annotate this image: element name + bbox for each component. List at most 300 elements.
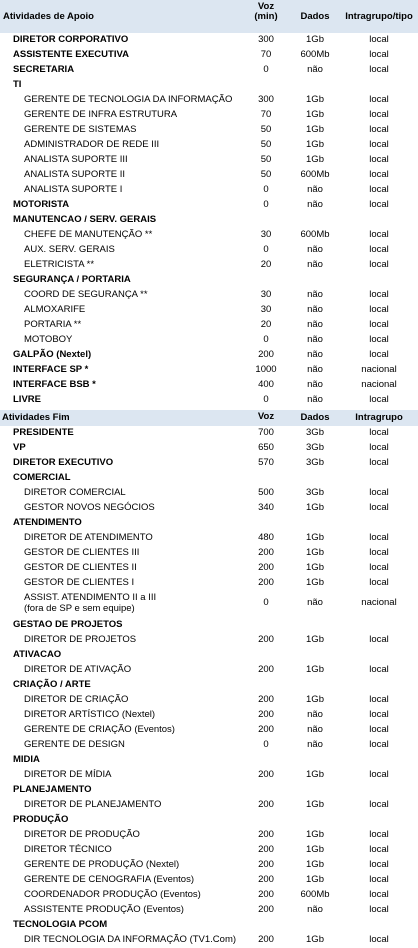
section-title: Atividades de Apoio [3,11,94,22]
category-row [0,63,418,78]
intragrupo-value: local [369,289,389,300]
role-label [13,214,156,225]
role-label [24,739,125,750]
role-label-line: DIRETOR DE MÍDIA [24,769,112,780]
intragrupo-value: local [369,532,389,543]
role-label [24,532,153,543]
role-row [0,303,418,318]
dados-column-header: Dados [300,412,330,423]
role-label-line: INTERFACE BSB * [13,379,96,390]
dados-value: 3Gb [306,427,324,438]
role-label-line: (fora de SP e sem equipe) [24,603,135,614]
role-label [24,799,161,810]
role-label-line: ANALISTA SUPORTE I [24,184,123,195]
intragrupo-value: local [369,34,389,45]
voz-value: 200 [258,547,274,558]
voz-value: 340 [258,502,274,513]
role-label-line: GERENTE DE CRIAÇÃO (Eventos) [24,724,175,735]
role-row [0,903,418,918]
role-label-line: COORD DE SEGURANÇA ** [24,289,148,300]
role-label [24,592,156,614]
role-label [24,562,137,573]
intragrupo-value: local [369,169,389,180]
role-row [0,633,418,648]
role-row [0,723,418,738]
voz-value: 200 [258,874,274,885]
role-label [24,124,136,135]
intragrupo-value: local [369,109,389,120]
voz-value: 570 [258,457,274,468]
role-label [24,889,201,900]
intragrupo-value: local [369,199,389,210]
dados-value: 1Gb [306,769,324,780]
voz-value: 70 [260,109,272,120]
role-label [24,289,148,300]
role-row [0,888,418,903]
role-row [0,768,418,783]
role-row [0,168,418,183]
voz-value: 70 [260,49,272,60]
role-label [24,829,140,840]
dados-value: 1Gb [306,562,324,573]
role-row [0,828,418,843]
role-label-line: ASSISTENTE EXECUTIVA [13,49,129,60]
role-label-line: TI [13,79,22,90]
voz-value: 0 [263,394,269,405]
role-label-line: MANUTENCAO / SERV. GERAIS [13,214,157,225]
intragrupo-column-header: Intragrupo/tipo [345,11,413,22]
intragrupo-value: local [369,664,389,675]
role-label-line: ASSIST. ATENDIMENTO II a III [24,592,157,603]
dados-value: não [307,199,323,210]
voz-value: 200 [258,934,274,945]
category-row [0,678,418,693]
role-label [24,769,111,780]
role-label [24,259,94,270]
role-row [0,738,418,753]
role-label [13,394,41,405]
role-label-line: INTERFACE SP * [13,364,89,375]
role-label-line: ANALISTA SUPORTE II [24,169,126,180]
role-label-line: ATENDIMENTO [13,517,82,528]
role-row [0,798,418,813]
voz-value: 0 [263,184,269,195]
voz-header-line1: Voz [257,1,275,12]
voz-value: 0 [263,244,269,255]
dados-value: 1Gb [306,934,324,945]
role-label [24,694,128,705]
intragrupo-value: local [369,889,389,900]
role-label-line: ELETRICISTA ** [24,259,95,270]
voz-column-header [246,2,286,22]
dados-value: 600Mb [300,889,330,900]
voz-value: 0 [263,334,269,345]
role-label-line: DIRETOR DE ATIVAÇÃO [24,664,132,675]
role-label [24,244,115,255]
role-row [0,843,418,858]
role-label-line: CRIAÇÃO / ARTE [13,679,91,690]
role-label-line: COMERCIAL [13,472,71,483]
dados-value: 1Gb [306,634,324,645]
category-row [0,393,418,408]
dados-value: 1Gb [306,664,324,675]
role-label-line: MOTORISTA [13,199,70,210]
voz-value: 0 [263,199,269,210]
role-label-line: SECRETARIA [13,64,75,75]
role-label [24,109,177,120]
dados-value: não [307,319,323,330]
role-row [0,123,418,138]
role-label [24,154,128,165]
intragrupo-value: local [369,844,389,855]
dados-value: não [307,244,323,255]
role-label [13,199,69,210]
role-label-line: GERENTE DE INFRA ESTRUTURA [24,109,178,120]
role-label [13,517,82,528]
voz-value: 1000 [255,364,277,375]
role-label [13,79,21,90]
intragrupo-value: local [369,487,389,498]
intragrupo-value: local [369,349,389,360]
dados-value: não [307,304,323,315]
dados-value: 1Gb [306,694,324,705]
role-label [13,34,128,45]
intragrupo-value: local [369,304,389,315]
dados-value: 3Gb [306,442,324,453]
role-label [13,364,88,375]
voz-value: 200 [258,769,274,780]
intragrupo-value: local [369,457,389,468]
dados-value: 1Gb [306,844,324,855]
role-label-line: VP [13,442,26,453]
role-label-line: GESTOR DE CLIENTES I [24,577,135,588]
dados-value: 1Gb [306,154,324,165]
intragrupo-value: local [369,394,389,405]
role-label [24,229,152,240]
category-row [0,648,418,663]
intragrupo-value: local [369,139,389,150]
role-label [24,577,134,588]
role-label [13,649,61,660]
intragrupo-value: local [369,799,389,810]
role-label [24,844,112,855]
category-row [0,198,418,213]
role-row [0,873,418,888]
voz-value: 200 [258,634,274,645]
dados-value: não [307,184,323,195]
role-label [13,64,74,75]
voz-value: 50 [260,124,272,135]
voz-value: 400 [258,379,274,390]
role-label-line: CHEFE DE MANUTENÇÃO ** [24,229,153,240]
dados-value: 1Gb [306,547,324,558]
intragrupo-value: local [369,154,389,165]
intragrupo-value: local [369,49,389,60]
role-label-line: GESTAO DE PROJETOS [13,619,123,630]
dados-value: 1Gb [306,532,324,543]
role-label-line: DIRETOR DE PROJETOS [24,634,137,645]
intragrupo-value: local [369,334,389,345]
role-label [13,274,131,285]
category-row [0,471,418,486]
dados-value: 1Gb [306,874,324,885]
intragrupo-value: local [369,859,389,870]
voz-value: 20 [260,259,272,270]
voz-value: 200 [258,904,274,915]
intragrupo-value: local [369,229,389,240]
role-label [24,139,159,150]
role-label-line: DIRETOR CORPORATIVO [13,34,129,45]
role-label [24,634,136,645]
intragrupo-value: local [369,502,389,513]
category-row [0,753,418,768]
category-row [0,813,418,828]
role-label [13,349,91,360]
voz-header-line2: (min) [254,11,278,22]
role-row [0,708,418,723]
voz-value: 0 [263,597,269,608]
voz-value: 200 [258,799,274,810]
voz-column-header [246,412,286,422]
voz-value: 200 [258,724,274,735]
role-label-line: DIRETOR EXECUTIVO [13,457,114,468]
category-row [0,363,418,378]
role-label-line: PRESIDENTE [13,427,74,438]
intragrupo-value: local [369,547,389,558]
role-label-line: GERENTE DE PRODUÇÃO (Nextel) [24,859,180,870]
role-label [13,472,71,483]
role-label [13,784,91,795]
intragrupo-value: local [369,319,389,330]
role-row [0,93,418,108]
intragrupo-value: local [369,709,389,720]
role-row [0,228,418,243]
role-label [24,319,81,330]
category-row [0,273,418,288]
category-row [0,618,418,633]
role-label [13,679,91,690]
role-row [0,561,418,576]
voz-value: 30 [260,229,272,240]
role-row [0,486,418,501]
voz-value: 200 [258,349,274,360]
intragrupo-value: local [369,724,389,735]
voz-value: 200 [258,562,274,573]
voz-header-line1: Voz [257,411,275,422]
section-header [0,410,418,426]
voz-value: 0 [263,739,269,750]
role-label-line: PORTARIA ** [24,319,82,330]
intragrupo-value: local [369,259,389,270]
role-label [24,169,125,180]
intragrupo-column-header: Intragrupo [355,412,403,423]
intragrupo-value: local [369,64,389,75]
intragrupo-value: local [369,427,389,438]
voz-value: 30 [260,304,272,315]
role-row [0,576,418,591]
dados-value: não [307,394,323,405]
role-label [13,814,68,825]
role-row [0,288,418,303]
role-label [13,457,113,468]
role-label-line: ANALISTA SUPORTE III [24,154,128,165]
category-row [0,783,418,798]
voz-value: 200 [258,709,274,720]
role-row [0,153,418,168]
category-row [0,426,418,441]
role-label [24,874,194,885]
role-row [0,258,418,273]
dados-value: 1Gb [306,577,324,588]
role-label [24,304,85,315]
role-label-line: GESTOR DE CLIENTES III [24,547,140,558]
role-label-line: TECNOLOGIA PCOM [13,919,108,930]
dados-value: 600Mb [300,229,330,240]
role-row [0,138,418,153]
section-header [0,0,418,33]
role-label [24,184,122,195]
category-row [0,78,418,93]
role-label [24,334,72,345]
intragrupo-value: local [369,244,389,255]
dados-value: não [307,724,323,735]
voz-value: 50 [260,139,272,150]
role-label-line: AUX. SERV. GERAIS [24,244,115,255]
category-row [0,378,418,393]
role-label-line: DIRETOR DE PRODUÇÃO [24,829,140,840]
role-label-line: GERENTE DE CENOGRAFIA (Eventos) [24,874,194,885]
role-label-line: DIRETOR DE PLANEJAMENTO [24,799,162,810]
intragrupo-value: local [369,739,389,750]
voz-value: 200 [258,577,274,588]
intragrupo-value: local [369,184,389,195]
voz-value: 480 [258,532,274,543]
role-row [0,501,418,516]
role-label-line: ASSISTENTE PRODUÇÃO (Eventos) [24,904,184,915]
voz-value: 20 [260,319,272,330]
dados-value: 3Gb [306,457,324,468]
intragrupo-value: local [369,829,389,840]
voz-value: 300 [258,34,274,45]
dados-value: 600Mb [300,49,330,60]
role-label-line: DIR TECNOLOGIA DA INFORMAÇÃO (TV1.Com) [24,934,237,945]
role-label [24,502,155,513]
intragrupo-value: local [369,562,389,573]
intragrupo-value: local [369,934,389,945]
role-label-line: GESTOR DE CLIENTES II [24,562,137,573]
role-row [0,108,418,123]
role-label-line: GALPÃO (Nextel) [13,349,92,360]
voz-value: 650 [258,442,274,453]
role-row [0,693,418,708]
intragrupo-value: local [369,769,389,780]
voz-value: 0 [263,64,269,75]
voz-value: 300 [258,94,274,105]
dados-value: 1Gb [306,139,324,150]
dados-value: não [307,289,323,300]
role-row [0,333,418,348]
role-label-line: MIDIA [13,754,40,765]
dados-value: 1Gb [306,859,324,870]
role-label [13,49,129,60]
role-row [0,183,418,198]
dados-value: não [307,259,323,270]
category-row [0,48,418,63]
role-label-line: MOTOBOY [24,334,73,345]
intragrupo-value: nacional [361,379,397,390]
dados-value: não [307,597,323,608]
dados-value: não [307,709,323,720]
role-label [24,487,126,498]
role-label-line: GERENTE DE TECNOLOGIA DA INFORMAÇÃO [24,94,233,105]
voz-value: 50 [260,154,272,165]
role-label-line: ADMINISTRADOR DE REDE III [24,139,160,150]
dados-column-header: Dados [300,11,330,22]
dados-value: 1Gb [306,829,324,840]
dados-value: não [307,739,323,750]
role-row [0,318,418,333]
role-row [0,663,418,678]
voz-value: 30 [260,289,272,300]
dados-value: 1Gb [306,94,324,105]
dados-value: não [307,349,323,360]
role-row [0,531,418,546]
voz-value: 50 [260,169,272,180]
dados-value: 1Gb [306,34,324,45]
role-label-line: GERENTE DE DESIGN [24,739,125,750]
role-label-line: DIRETOR ARTÍSTICO (Nextel) [24,709,156,720]
intragrupo-value: local [369,874,389,885]
voz-value: 200 [258,829,274,840]
voz-value: 500 [258,487,274,498]
intragrupo-value: local [369,124,389,135]
role-row [0,243,418,258]
intragrupo-value: local [369,634,389,645]
voz-value: 200 [258,859,274,870]
role-label [13,427,74,438]
intragrupo-value: local [369,94,389,105]
role-label-line: COORDENADOR PRODUÇÃO (Eventos) [24,889,201,900]
role-label-line: LIVRE [13,394,41,405]
category-row [0,918,418,933]
role-label-line: PLANEJAMENTO [13,784,92,795]
category-row [0,33,418,48]
dados-value: 600Mb [300,169,330,180]
intragrupo-value: local [369,694,389,705]
role-label-line: ATIVACAO [13,649,62,660]
role-label [13,442,26,453]
role-label-line: GERENTE DE SISTEMAS [24,124,137,135]
role-label [24,934,236,945]
role-label [24,859,179,870]
dados-value: 1Gb [306,109,324,120]
voz-value: 200 [258,889,274,900]
role-label [13,379,96,390]
role-label [24,94,232,105]
role-label [24,709,155,720]
role-label-line: SEGURANÇA / PORTARIA [13,274,131,285]
role-label [24,904,184,915]
role-label [13,754,40,765]
role-label [13,919,107,930]
role-row [0,858,418,873]
dados-value: não [307,904,323,915]
dados-value: 1Gb [306,124,324,135]
intragrupo-value: local [369,442,389,453]
voz-value: 200 [258,664,274,675]
category-row [0,213,418,228]
role-label-line: GESTOR NOVOS NEGÓCIOS [24,502,155,513]
